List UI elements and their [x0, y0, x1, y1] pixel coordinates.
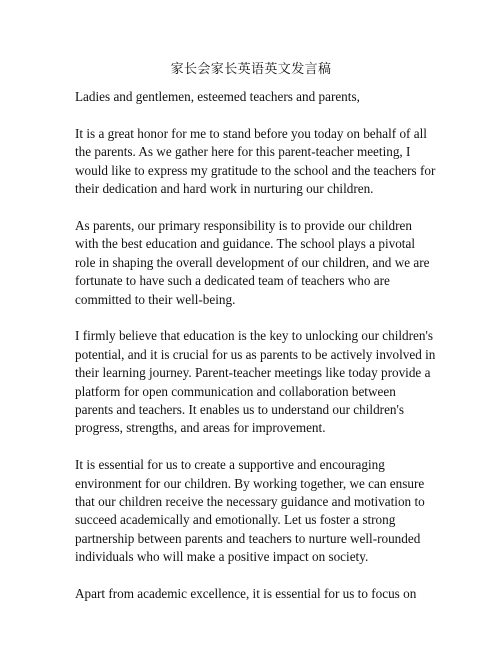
body-paragraph-4: It is essential for us to create a supportive and encouraging environment for our children. By working together, we can ensure that our children receive the necessary guidance and motivation to succeed academically and emotionally. Let us foster a strong partnership between parents and teachers to nurture well-rounded individuals who will make a positive impact on society. [75, 457, 425, 565]
body-paragraph-2: As parents, our primary responsibility is to provide our children with the best education and guidance. The school plays a pivotal role in shaping the overall development of our children, and we are fortunate to have such a dedicated team of teachers who are committed to their well-being. [75, 218, 430, 307]
body-paragraph-5: Apart from academic excellence, it is essential for us to focus on [75, 586, 417, 602]
document-title: 家长会家长英语英文发言稿 [170, 61, 332, 76]
body-paragraph-1: It is a great honor for me to stand before you today on behalf of all the parents. As we gather here for this parent-teacher meeting, I would like to express my gratitude to the school and the teachers for their dedication and hard work in nurturing our children. [75, 126, 436, 197]
document-body [75, 88, 437, 622]
body-paragraph-3: I firmly believe that education is the key to unlocking our children's potential, and it is crucial for us as parents to be actively involved in their learning journey. Parent-teacher meetings like today provide a platform for open communication and collaboration between parents and teachers. It enables us to understand our children's progress, strengths, and areas for improvement. [75, 328, 436, 436]
greeting-paragraph: Ladies and gentlemen, esteemed teachers and parents, [75, 89, 360, 104]
